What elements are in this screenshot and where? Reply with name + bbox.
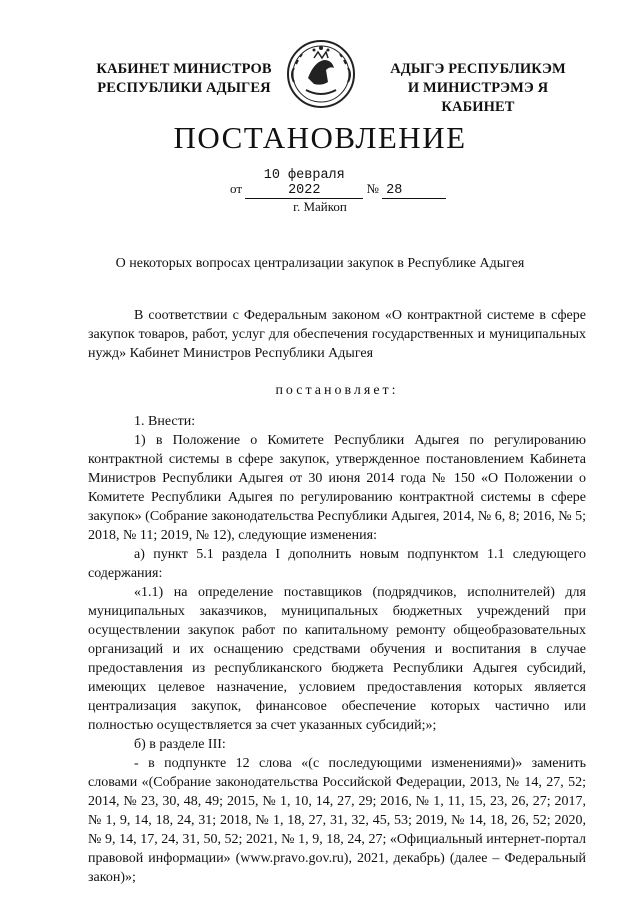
header-right [372, 60, 584, 117]
paragraph-5: б) в разделе III: [134, 737, 226, 752]
number-label: № [366, 181, 379, 196]
paragraph-2: 1) в Положение о Комитете Республики Адыгея по регулированию контрактной системы в сфере закупок, утвержденное постановлением Кабинета Министров Республики Адыгея от 30 июня 2014 года № 150 «О Положении о Комитете Республики Адыгея по регулированию контрактной системы в сфере закупок» (Собрание законодательства Республики Адыгея, 2014, № 6, 8; 2016, № 5; 2018, № 11; 2019, № 12), следующие изменения: [88, 433, 586, 543]
paragraph-3: а) пункт 5.1 раздела I дополнить новым подпунктом 1.1 следующего содержания: [88, 547, 586, 581]
date-number-line [230, 168, 470, 199]
paragraph-intro: В соответствии с Федеральным законом «О контрактной системе в сфере закупок товаров, работ, услуг для обеспечения государственных и муниципальных нужд» Кабинет Министров Республики Адыгея [88, 308, 586, 361]
header-left-line2: РЕСПУБЛИКИ АДЫГЕЯ [97, 80, 271, 96]
document-date: 10 февраля 2022 [245, 168, 363, 199]
paragraph-decree: постановляет: [275, 383, 399, 398]
paragraph-6: - в подпункте 12 слова «(с последующими изменениями)» заменить словами «(Собрание законодательства Российской Федерации, 2013, № 14, 27, 52; 2014, № 23, 30, 48, 49; 2015, № 1, 10, 14, 27, 29; 2016, № 1, 11, 15, 23, 26, 27; 2017, № 1, 9, 14, 18, 24, 31; 2018, № 1, 18, 27, 31, 32, 45, 53; 2019, № 14, 18, 26, 52; 2020, № 9, 14, 17, 24, 31, 50, 52; 2021, № 1, 9, 18, 24, 27; «Официальный интернет-портал правовой информации» (www.pravo.gov.ru), 2021, декабрь) (далее – Федеральный закон)»; [88, 756, 586, 885]
document-title: ПОСТАНОВЛЕНИЕ [173, 120, 467, 155]
paragraph-1: 1. Внести: [134, 414, 196, 429]
header-right-line1: АДЫГЭ РЕСПУБЛИКЭМ [390, 61, 566, 77]
document-number: 28 [382, 183, 446, 199]
header-left-line1: КАБИНЕТ МИНИСТРОВ [96, 61, 272, 77]
city: г. Майкоп [293, 199, 347, 214]
paragraph-4: «1.1) на определение поставщиков (подрядчиков, исполнителей) для муниципальных заказчиков, муниципальных бюджетных учреждений при осуществлении закупок работ по капитальному ремонту общеобразовательных организаций и их оснащению средствами обучения и воспитания в случае предоставления из республиканского бюджета Республики Адыгея субсидий, имеющих целевое назначение, условием предоставления которых является централизация закупок, финансовое обеспечение которых частично или полностью осуществляется за счет указанных субсидий;»; [88, 585, 586, 733]
header-right-line2: И МИНИСТРЭМЭ Я КАБИНЕТ [407, 80, 549, 115]
header-left [96, 60, 272, 98]
document-subject: О некоторых вопросах централизации закупок в Республике Адыгея [115, 256, 525, 271]
date-from-label: от [230, 181, 243, 196]
coat-of-arms-icon [284, 38, 358, 110]
document-body [88, 306, 586, 887]
